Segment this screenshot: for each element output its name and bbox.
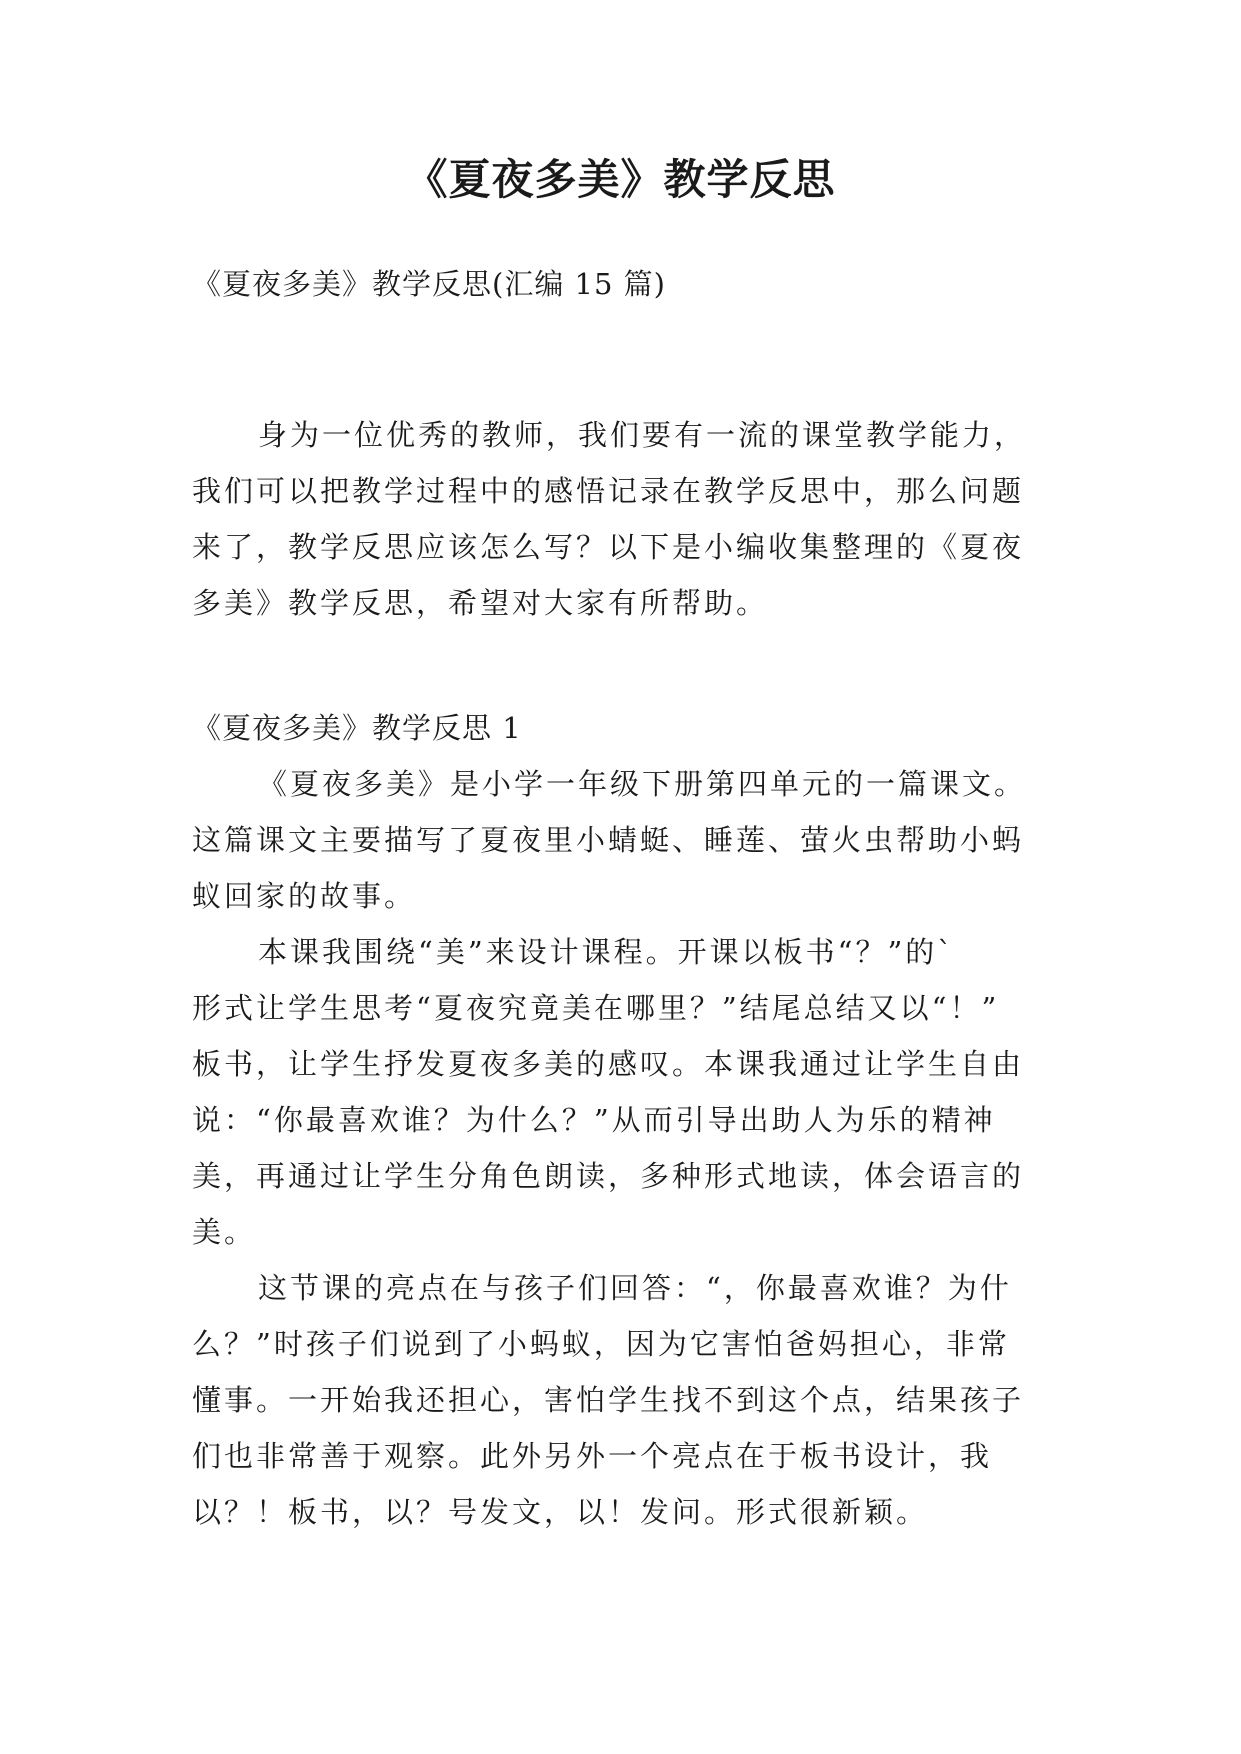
paragraph-3-line: 以？！板书，以？号发文，以！发问。形式很新颖。 [192, 1495, 929, 1529]
intro-line: 我们可以把教学过程中的感悟记录在教学反思中，那么问题 [192, 474, 1025, 508]
paragraph-2-line: 本课我围绕“美”来设计课程。开课以板书“？”的` [258, 935, 955, 969]
intro-line: 身为一位优秀的教师，我们要有一流的课堂教学能力， [258, 418, 1027, 452]
section-heading: 《夏夜多美》教学反思 1 [192, 711, 522, 745]
paragraph-2-line: 美，再通过让学生分角色朗读，多种形式地读，体会语言的 [192, 1159, 1025, 1193]
intro-line: 来了，教学反思应该怎么写？以下是小编收集整理的《夏夜 [192, 530, 1025, 564]
paragraph-3-line: 们也非常善于观察。此外另外一个亮点在于板书设计，我 [192, 1439, 993, 1473]
paragraph-3-line: 这节课的亮点在与孩子们回答：“，你最喜欢谁？为什 [258, 1271, 1012, 1305]
paragraph-2-line: 板书，让学生抒发夏夜多美的感叹。本课我通过让学生自由 [192, 1047, 1025, 1081]
intro-paragraph [192, 407, 1052, 631]
section-1 [192, 700, 1052, 1540]
paragraph-3-line: 么？”时孩子们说到了小蚂蚁，因为它害怕爸妈担心，非常 [192, 1327, 1010, 1361]
paragraph-1-line: 蚁回家的故事。 [192, 879, 417, 913]
document-subtitle: 《夏夜多美》教学反思(汇编 15 篇) [192, 267, 666, 301]
paragraph-1-line: 这篇课文主要描写了夏夜里小蜻蜓、睡莲、萤火虫帮助小蚂 [192, 823, 1025, 857]
document-title: 《夏夜多美》教学反思 [405, 155, 836, 204]
paragraph-2-line: 形式让学生思考“夏夜究竟美在哪里？”结尾总结又以“！” [192, 991, 1000, 1025]
paragraph-2-line: 美。 [192, 1215, 257, 1249]
paragraph-3-line: 懂事。一开始我还担心，害怕学生找不到这个点，结果孩子 [192, 1383, 1025, 1417]
paragraph-1-line: 《夏夜多美》是小学一年级下册第四单元的一篇课文。 [258, 767, 1027, 801]
intro-line: 多美》教学反思，希望对大家有所帮助。 [192, 586, 769, 620]
paragraph-2-line: 说：“你最喜欢谁？为什么？”从而引导出助人为乐的精神 [192, 1103, 996, 1137]
